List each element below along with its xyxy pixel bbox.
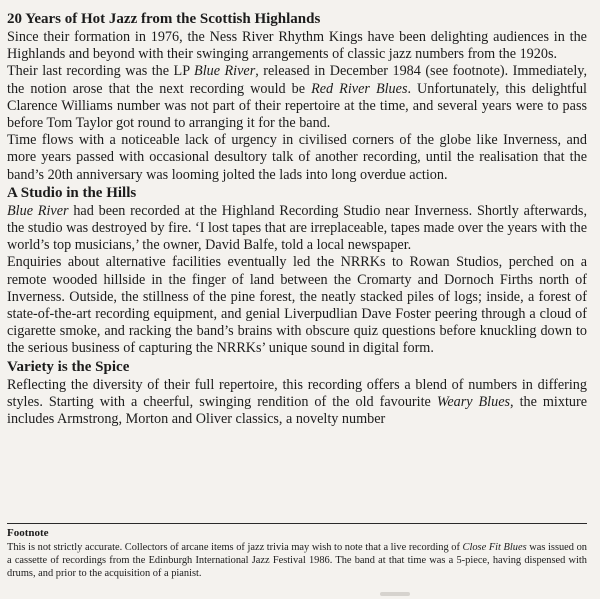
heading-studio-in-hills: A Studio in the Hills	[7, 184, 137, 201]
p2-text-c: . Unfortunately, this delightful Clarence Williams number was not part of their repertoire at the time, and several years were to pass before Tom Taylor got round to arranging it for the band.	[7, 80, 587, 132]
footnote-text-b: was issued on a cassette of recordings from the Edinburgh International Jazz Festival 1986. The band at that time was a 5-piece, having dispensed with drums, and prior to the acquisition of a pianist.	[7, 542, 587, 579]
footnote-text	[7, 541, 587, 580]
heading-hot-jazz: 20 Years of Hot Jazz from the Scottish Highlands	[7, 11, 321, 27]
footnote-title: Footnote	[7, 527, 49, 539]
song-title-red-river-blues: Red River Blues	[311, 80, 408, 97]
footnote-section	[7, 527, 587, 580]
song-title-close-fit-blues: Close Fit Blues	[462, 542, 527, 553]
paragraph-rowan-studios: Enquiries about alternative facilities eventually led the NRRKs to Rowan Studios, perched on a remote wooded hillside in the finger of land between the Cromarty and Dornoch Firths north of Inverness. Outside, the stillness of the pine forest, the neatly stacked piles of logs; inside, a forest of state-of-the-art recording equipment, and genial Liverpudlian Dave Foster peering through a cloud of cigarette smoke, and racking the band’s brains with obscure quiz questions before knuckling down to the serious business of capturing the NRRKs’ unique sound in digital form.	[7, 254, 587, 357]
song-title-weary-blues: Weary Blues	[436, 393, 511, 410]
article-body	[7, 10, 587, 428]
p6-text-a: Reflecting the diversity of their full repertoire, this recording offers a blend of numbers in differing styles. Starting with a cheerful, swinging rendition of the old favourite	[7, 376, 587, 410]
scan-smudge	[380, 592, 410, 596]
album-title-blue-river-2: Blue River	[7, 202, 69, 219]
paragraph-time-flows: Time flows with a noticeable lack of urgency in civilised corners of the globe like Inverness, and more years passed with occasional desultory talk of another recording, until the realisation that the band’s 20th anniversary was looming jolted the lads into long overdue action.	[7, 132, 587, 183]
p2-text-a: Their last recording was the LP	[7, 63, 195, 80]
album-title-blue-river: Blue River	[194, 63, 256, 80]
p2-text-b: , released in December 1984 (see footnote). Immediately, the notion arose that the next recording would be	[7, 63, 587, 97]
paragraph-variety	[7, 377, 587, 429]
paragraph-last-recording	[7, 63, 587, 132]
p4-text: had been recorded at the Highland Recording Studio near Inverness. Shortly afterwards, the studio was destroyed by fire. ‘I lost tapes that are irreplaceable, tapes made over the years with the world’s top musicians,’ the owner, David Balfe, told a local newspaper.	[7, 202, 587, 254]
heading-variety-spice: Variety is the Spice	[7, 358, 130, 375]
p6-text-b: , the mixture includes Armstrong, Morton and Oliver classics, a novelty number	[7, 393, 588, 428]
paragraph-formation: Since their formation in 1976, the Ness River Rhythm Kings have been delighting audiences in the Highlands and beyond with their swinging arrangements of classic jazz numbers from the 1920s.	[7, 29, 587, 63]
footnote-divider	[7, 523, 587, 524]
footnote-text-a: This is not strictly accurate. Collectors of arcane items of jazz trivia may wish to note that a live recording of	[7, 542, 463, 553]
paragraph-blue-river-studio	[7, 203, 587, 255]
